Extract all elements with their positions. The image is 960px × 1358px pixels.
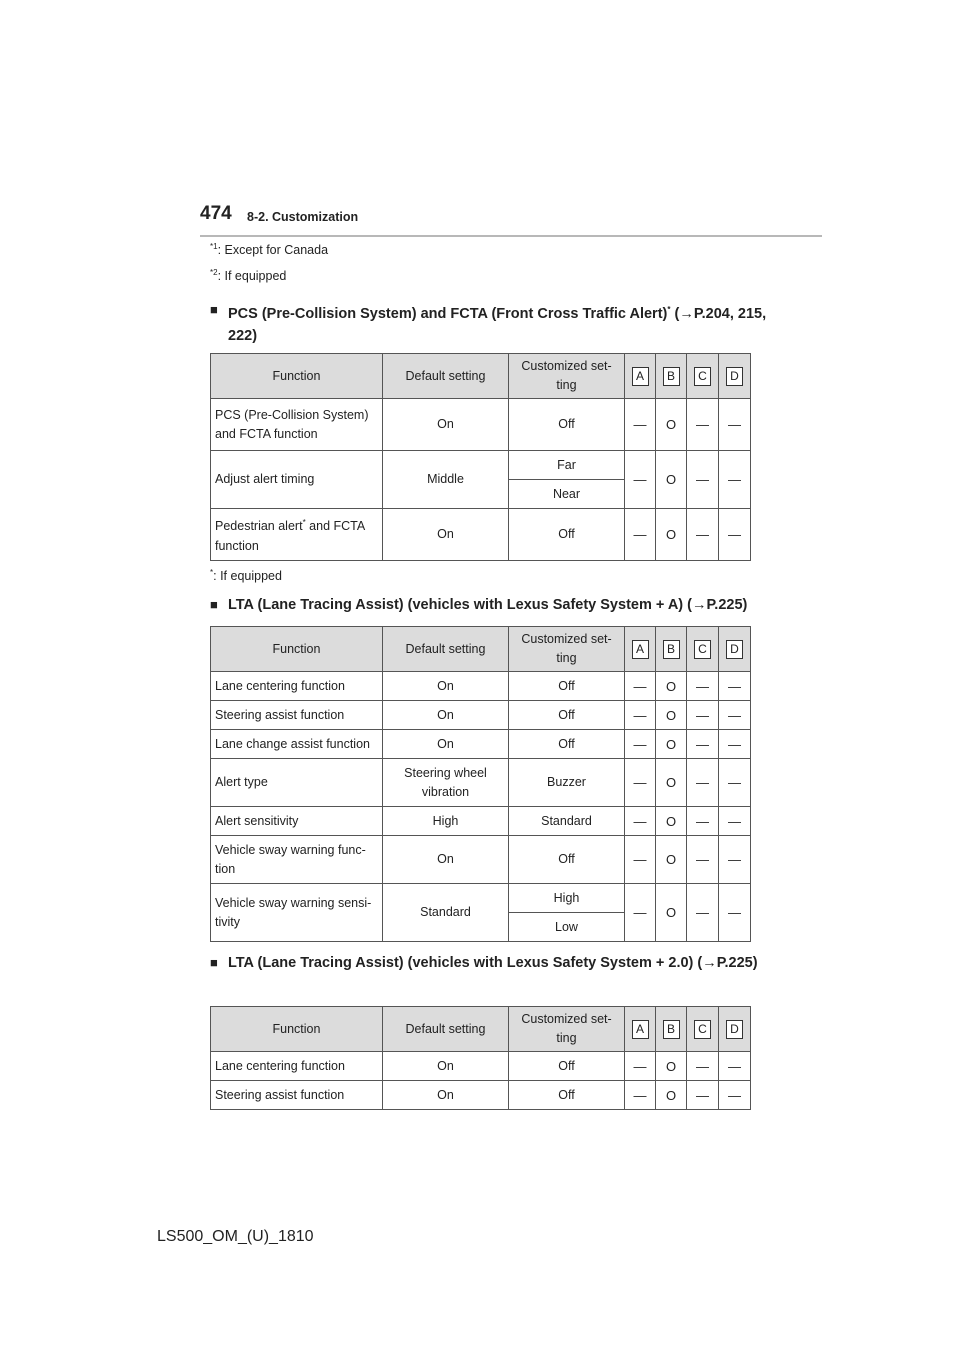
header-letter-a — [625, 1007, 656, 1052]
cell-mark-d: — — [719, 759, 751, 807]
table-header-row — [211, 627, 751, 672]
cell-function: Adjust alert timing — [211, 451, 383, 509]
cell-custom: Near — [509, 480, 625, 509]
header-letter-d — [719, 354, 751, 399]
cell-mark-c: — — [687, 509, 719, 561]
header-default-setting: Default setting — [383, 1007, 509, 1052]
cell-mark-b: O — [656, 672, 687, 701]
cell-function: Lane change assist function — [211, 730, 383, 759]
cell-mark-d: — — [719, 730, 751, 759]
cell-mark-c: — — [687, 701, 719, 730]
cell-mark-a: — — [625, 1081, 656, 1110]
heading-lta-plus-a — [210, 594, 770, 616]
letter-b-box: B — [663, 1020, 680, 1039]
table-row — [211, 807, 751, 836]
heading-text: LTA (Lane Tracing Assist) (vehicles with Lexus Safety System + A) (→P.225) — [228, 597, 748, 613]
cell-mark-d: — — [719, 1052, 751, 1081]
letter-c-box: C — [694, 367, 711, 386]
header-letter-b — [656, 1007, 687, 1052]
footnote-text: : If equipped — [217, 269, 287, 284]
header-function: Function — [211, 1007, 383, 1052]
table-row — [211, 836, 751, 884]
cell-default: Standard — [383, 884, 509, 942]
cell-function — [211, 509, 383, 561]
cell-function: PCS (Pre-Collision System) and FCTA function — [211, 399, 383, 451]
cell-mark-b: O — [656, 730, 687, 759]
header-letter-c — [687, 627, 719, 672]
letter-b-box: B — [663, 640, 680, 659]
letter-a-box: A — [632, 640, 649, 659]
cell-mark-b: O — [656, 884, 687, 942]
cell-default: On — [383, 509, 509, 561]
cell-function: Alert sensitivity — [211, 807, 383, 836]
cell-mark-c: — — [687, 1052, 719, 1081]
cell-mark-c: — — [687, 884, 719, 942]
lta-plus-a-table — [210, 626, 751, 942]
cell-custom: Off — [509, 399, 625, 451]
header-function: Function — [211, 354, 383, 399]
header-letter-a — [625, 627, 656, 672]
cell-mark-d: — — [719, 509, 751, 561]
heading-footnote-mark: * — [667, 305, 671, 314]
header-default-setting: Default setting — [383, 354, 509, 399]
cell-mark-a: — — [625, 759, 656, 807]
footnote-text: : If equipped — [213, 569, 282, 584]
cell-mark-a: — — [625, 836, 656, 884]
cell-mark-b: O — [656, 836, 687, 884]
header-customized-setting: Customized set- ting — [509, 1007, 625, 1052]
lta-2-0-table — [210, 1006, 751, 1110]
heading-pcs-fcta — [210, 299, 770, 347]
heading-text: LTA (Lane Tracing Assist) (vehicles with Lexus Safety System + 2.0) (→P.225) — [228, 955, 758, 971]
cell-mark-a: — — [625, 509, 656, 561]
cell-mark-b: O — [656, 759, 687, 807]
letter-d-box: D — [726, 367, 743, 386]
header-customized-setting: Customized set- ting — [509, 354, 625, 399]
table-row — [211, 759, 751, 807]
cell-function: Steering assist function — [211, 701, 383, 730]
bullet-square-icon: ■ — [210, 302, 218, 317]
cell-mark-d: — — [719, 451, 751, 509]
cell-mark-a: — — [625, 399, 656, 451]
cell-custom: Off — [509, 701, 625, 730]
cell-function: Vehicle sway warning sensi- tivity — [211, 884, 383, 942]
header-default-setting: Default setting — [383, 627, 509, 672]
header-letter-c — [687, 354, 719, 399]
cell-custom: Off — [509, 836, 625, 884]
footnote-mark: *2 — [210, 268, 218, 277]
cell-custom: Standard — [509, 807, 625, 836]
cell-mark-b: O — [656, 451, 687, 509]
table-row — [211, 509, 751, 561]
cell-mark-a: — — [625, 1052, 656, 1081]
letter-a-box: A — [632, 367, 649, 386]
cell-mark-c: — — [687, 807, 719, 836]
cell-default: On — [383, 1081, 509, 1110]
cell-mark-c: — — [687, 730, 719, 759]
header-letter-b — [656, 627, 687, 672]
page-header — [200, 203, 822, 237]
bullet-square-icon: ■ — [210, 597, 218, 612]
footnote-text: : Except for Canada — [217, 243, 329, 258]
cell-mark-c: — — [687, 836, 719, 884]
cell-mark-c: — — [687, 759, 719, 807]
table-header-row — [211, 354, 751, 399]
header-letter-d — [719, 627, 751, 672]
cell-default: On — [383, 701, 509, 730]
cell-custom: Far — [509, 451, 625, 480]
cell-custom: Off — [509, 1081, 625, 1110]
cell-custom: Off — [509, 509, 625, 561]
header-customized-setting: Customized set- ting — [509, 627, 625, 672]
cell-mark-b: O — [656, 807, 687, 836]
footnote-if-equipped — [210, 268, 286, 283]
cell-function: Lane centering function — [211, 1052, 383, 1081]
cell-mark-d: — — [719, 701, 751, 730]
pcs-fcta-table — [210, 353, 751, 561]
cell-mark-b: O — [656, 509, 687, 561]
cell-mark-c: — — [687, 451, 719, 509]
page-number: 474 — [200, 203, 232, 224]
header-letter-b — [656, 354, 687, 399]
cell-default: On — [383, 399, 509, 451]
function-text: Pedestrian alert — [215, 519, 303, 534]
footnote-except-canada — [210, 242, 328, 257]
table-row — [211, 1052, 751, 1081]
header-function: Function — [211, 627, 383, 672]
cell-custom: Off — [509, 730, 625, 759]
footnote-if-equipped — [210, 568, 282, 583]
table-row — [211, 884, 751, 913]
cell-mark-a: — — [625, 672, 656, 701]
header-letter-a — [625, 354, 656, 399]
table-row — [211, 399, 751, 451]
cell-mark-d: — — [719, 672, 751, 701]
cell-mark-d: — — [719, 1081, 751, 1110]
heading-text: PCS (Pre-Collision System) and FCTA (Front Cross Traffic Alert) — [228, 305, 668, 322]
cell-function: Steering assist function — [211, 1081, 383, 1110]
cell-function: Vehicle sway warning func- tion — [211, 836, 383, 884]
cell-default: Middle — [383, 451, 509, 509]
cell-mark-a: — — [625, 451, 656, 509]
cell-custom: Buzzer — [509, 759, 625, 807]
table-row — [211, 451, 751, 480]
cell-mark-b: O — [656, 1081, 687, 1110]
cell-mark-a: — — [625, 807, 656, 836]
cell-mark-b: O — [656, 399, 687, 451]
header-letter-c — [687, 1007, 719, 1052]
cell-function: Alert type — [211, 759, 383, 807]
cell-mark-c: — — [687, 399, 719, 451]
cell-mark-d: — — [719, 836, 751, 884]
letter-d-box: D — [726, 1020, 743, 1039]
table-row — [211, 1081, 751, 1110]
cell-mark-d: — — [719, 884, 751, 942]
letter-c-box: C — [694, 1020, 711, 1039]
cell-default: On — [383, 672, 509, 701]
footnote-mark: *1 — [210, 242, 218, 251]
footnote-mark: * — [210, 568, 214, 577]
cell-default: On — [383, 730, 509, 759]
function-footnote-mark: * — [302, 518, 306, 528]
table-row — [211, 672, 751, 701]
cell-custom: Low — [509, 913, 625, 942]
cell-mark-a: — — [625, 701, 656, 730]
cell-default: High — [383, 807, 509, 836]
cell-custom: Off — [509, 1052, 625, 1081]
page-reference-link[interactable]: (→P.204, 215, 222) — [228, 305, 767, 344]
letter-d-box: D — [726, 640, 743, 659]
table-header-row — [211, 1007, 751, 1052]
footer-doc-id: LS500_OM_(U)_1810 — [157, 1228, 314, 1245]
table-row — [211, 701, 751, 730]
cell-mark-a: — — [625, 884, 656, 942]
cell-default: Steering wheel vibration — [383, 759, 509, 807]
letter-b-box: B — [663, 367, 680, 386]
cell-mark-d: — — [719, 807, 751, 836]
cell-mark-c: — — [687, 672, 719, 701]
cell-custom: Off — [509, 672, 625, 701]
cell-default: On — [383, 836, 509, 884]
cell-mark-b: O — [656, 1052, 687, 1081]
heading-lta-2-0 — [210, 952, 770, 974]
bullet-square-icon: ■ — [210, 955, 218, 970]
cell-mark-b: O — [656, 701, 687, 730]
cell-function: Lane centering function — [211, 672, 383, 701]
function-text: and FCTA function — [215, 519, 365, 553]
cell-mark-a: — — [625, 730, 656, 759]
cell-custom: High — [509, 884, 625, 913]
cell-default: On — [383, 1052, 509, 1081]
cell-mark-d: — — [719, 399, 751, 451]
letter-a-box: A — [632, 1020, 649, 1039]
cell-mark-c: — — [687, 1081, 719, 1110]
letter-c-box: C — [694, 640, 711, 659]
table-row — [211, 730, 751, 759]
header-letter-d — [719, 1007, 751, 1052]
section-title: 8-2. Customization — [247, 210, 359, 224]
